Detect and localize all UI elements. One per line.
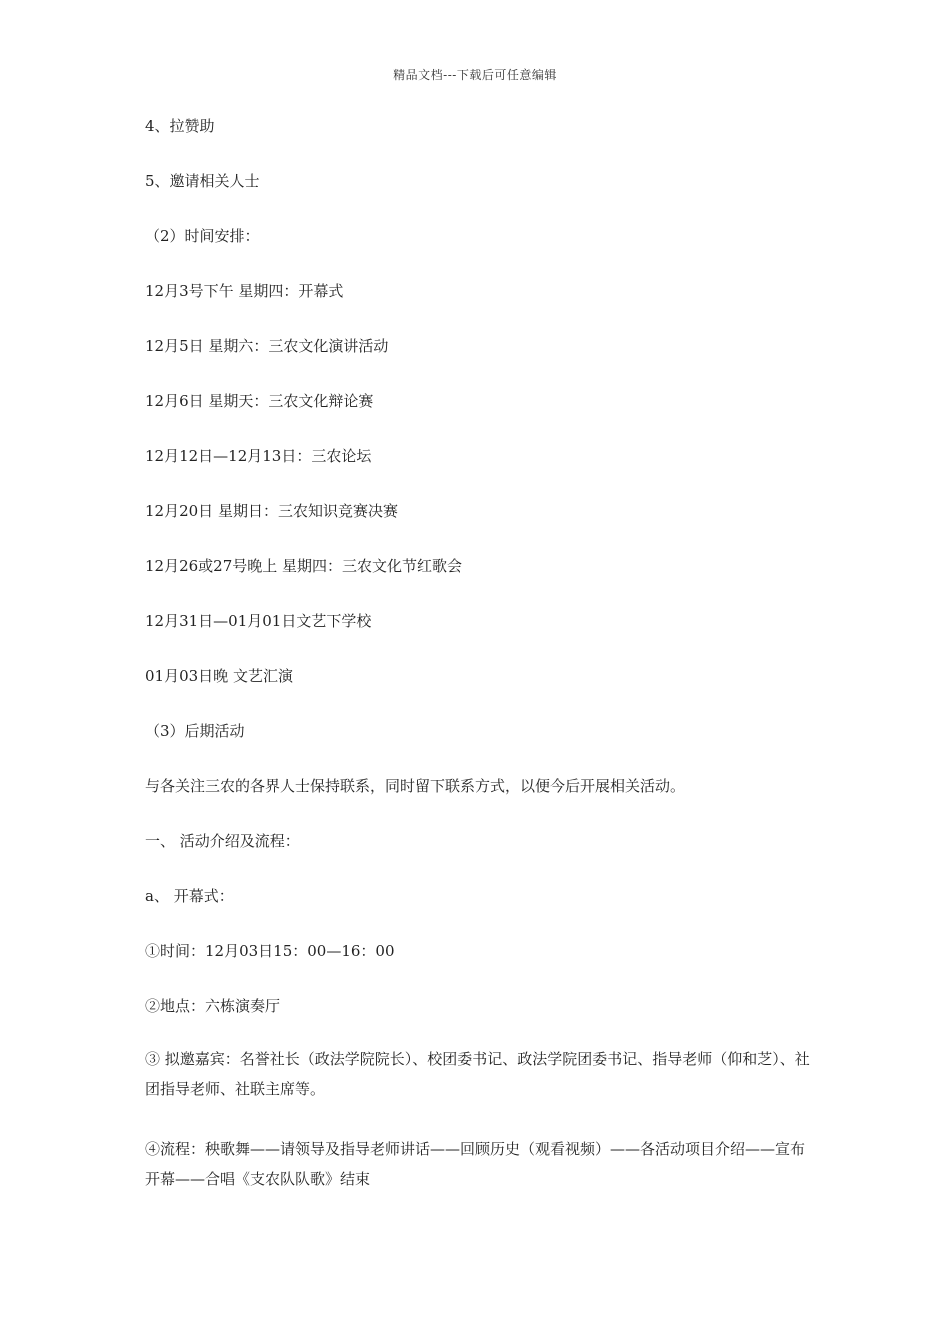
detail-item: ②地点：六栋演奏厅: [145, 997, 281, 1015]
section-heading: （2）时间安排：: [145, 227, 260, 245]
detail-paragraph: ④流程：秧歌舞——请领导及指导老师讲话——回顾历史（观看视频）——各活动项目介绍——宣布开幕——合唱《支农队队歌》结束: [145, 1140, 806, 1188]
page-header: 精品文档---下载后可任意编辑: [393, 68, 557, 82]
section-heading: 一、 活动介绍及流程：: [145, 832, 300, 850]
text-line: 与各关注三农的各界人士保持联系，同时留下联系方式，以便今后开展相关活动。: [145, 777, 686, 795]
schedule-item: 12月31日—01月01日文艺下学校: [145, 612, 372, 630]
schedule-item: 12月12日—12月13日：三农论坛: [145, 447, 372, 465]
text-line: 4、拉赞助: [145, 117, 215, 135]
detail-item: ①时间：12月03日15：00—16：00: [145, 942, 395, 960]
section-heading: （3）后期活动: [145, 722, 245, 740]
schedule-item: 12月6日 星期天：三农文化辩论赛: [145, 392, 374, 410]
schedule-item: 12月3号下午 星期四：开幕式: [145, 282, 344, 300]
text-line: 5、邀请相关人士: [145, 172, 260, 190]
subsection-heading: a、 开幕式：: [145, 887, 234, 905]
schedule-item: 12月26或27号晚上 星期四：三农文化节红歌会: [145, 557, 463, 575]
schedule-item: 12月5日 星期六：三农文化演讲活动: [145, 337, 389, 355]
detail-paragraph: ③ 拟邀嘉宾：名誉社长（政法学院院长）、校团委书记、政法学院团委书记、指导老师（仰和芝）、社团指导老师、社联主席等。: [145, 1050, 810, 1098]
schedule-item: 12月20日 星期日：三农知识竞赛决赛: [145, 502, 398, 520]
schedule-item: 01月03日晚 文艺汇演: [145, 667, 293, 685]
